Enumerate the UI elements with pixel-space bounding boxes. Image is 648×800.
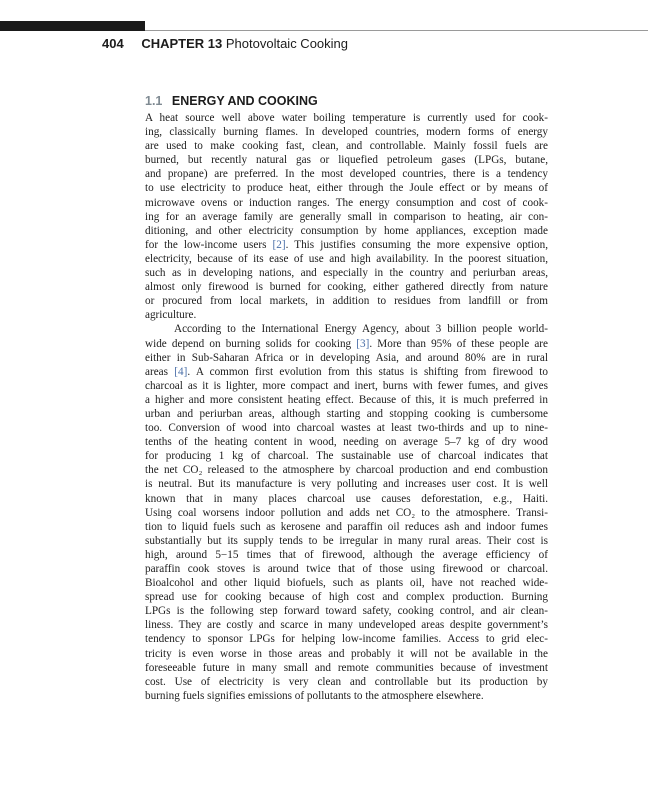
text-line: or procured from local markets, in addition to residues from landfill or from xyxy=(145,295,548,308)
chapter-label: CHAPTER 13 xyxy=(141,36,223,51)
text-line: ing, classically burning flames. In developed countries, modern forms of energy xyxy=(145,126,548,139)
section-title: ENERGY AND COOKING xyxy=(171,94,318,108)
text-line: either in Sub-Saharan Africa or in developing Asia, and around 80% are in rural xyxy=(145,351,548,364)
text-line: the net CO₂ released to the atmosphere by charcoal production and end combustion xyxy=(145,464,548,477)
text-line: are used to make cooking fast, clean, and controllable. Mainly fossil fuels are xyxy=(145,140,548,153)
citation-link[interactable]: [3] xyxy=(356,337,370,350)
text-line: burned, but recently natural gas or liquefied petroleum gases (LPGs, butane, xyxy=(145,154,548,167)
text-line: tion to liquid fuels such as kerosene and paraffin oil reduces ash and indoor fumes xyxy=(145,520,548,533)
text-line: Bioalcohol and other liquid biofuels, such as plants oil, have not reached wide- xyxy=(145,577,548,590)
text-line: wide depend on burning solids for cooking [3]. More than 95% of these people are xyxy=(145,337,548,350)
text-line: ing for an average family are generally small in comparison to heating, air con- xyxy=(145,210,548,223)
text-line: According to the International Energy Agency, about 3 billion people world- xyxy=(174,323,548,336)
text-line: for the low-income users [2]. This justifies consuming the more expensive option, xyxy=(145,238,548,251)
text-line: liness. They are costly and scarce in many undeveloped areas despite government’s xyxy=(145,619,548,632)
text-line: almost only firewood is burned for cooking, either gathered directly from nature xyxy=(145,281,548,294)
text-line: high, around 5−15 times that of firewood, although the average efficiency of xyxy=(145,548,548,561)
citation-link[interactable]: [4] xyxy=(174,365,188,378)
text-line: spread use for cooking because of high cost and complex production. Burning xyxy=(145,591,548,604)
text-line: LPGs is the following step forward toward safety, cooking control, and air clean- xyxy=(145,605,548,618)
text-line: paraffin cook stoves is around twice that of those using firewood or charcoal. xyxy=(145,563,548,575)
text-line: microwave ovens or induction ranges. The energy consumption and cost of cook- xyxy=(145,196,548,209)
chapter-title: Photovoltaic Cooking xyxy=(225,36,349,51)
text-line: urban and periurban areas, although starting and stopping cooking is cumbersome xyxy=(145,407,548,420)
text-line: and propane) are preferred. In the most developed countries, there is a tendency xyxy=(145,168,548,181)
section-number: 1.1 xyxy=(145,94,163,108)
text-line: agriculture. xyxy=(145,309,197,322)
text-line: cost. Use of electricity is very clean and controllable but its production by xyxy=(145,675,548,688)
text-line: known that in many places charcoal use causes deforestation, e.g., Haiti. xyxy=(145,492,548,505)
text-line: such as in developing nations, and especially in the country and periurban areas, xyxy=(145,267,548,280)
text-line: Using coal worsens indoor pollution and adds net CO₂ to the atmosphere. Transi- xyxy=(145,506,548,519)
page-number: 404 xyxy=(102,36,124,51)
text-line: burning fuels signifies emissions of pollutants to the atmosphere elsewhere. xyxy=(145,689,484,702)
body-text xyxy=(145,111,548,703)
running-header xyxy=(102,36,348,52)
text-line: foreseeable future in many small and remote communities because of investment xyxy=(145,661,548,674)
text-line: a higher and more consistent heating effect. Because of this, it is much preferred in xyxy=(145,393,548,406)
text-line: for producing 1 kg of charcoal. The sustainable use of charcoal indicates that xyxy=(145,450,548,463)
text-line: to use electricity to produce heat, either through the Joule effect or by means of xyxy=(145,182,548,195)
header-rule xyxy=(145,30,648,31)
text-line: tenths of the heating content in wood, needing on average 5–7 kg of dry wood xyxy=(145,436,548,449)
text-line: electricity, because of its ease of use and high availability. In the poorest situation, xyxy=(145,252,548,265)
text-line: too. Conversion of wood into charcoal wastes at least two-thirds and up to nine- xyxy=(145,422,548,435)
paragraph xyxy=(145,322,548,703)
text-line: tendency to sponsor LPGs for helping low-income families. Access to grid elec- xyxy=(145,633,548,646)
text-line: areas [4]. A common first evolution from this status is shifting from firewood to xyxy=(145,365,548,378)
text-line: A heat source well above water boiling temperature is currently used for cook- xyxy=(145,112,548,124)
section-heading xyxy=(145,94,318,109)
text-line: substantially but its supply tends to be irregular in many rural areas. Their cost is xyxy=(145,534,548,547)
paragraph xyxy=(145,111,548,322)
text-line: ditioning, and other electricity consumption by home appliances, exception made xyxy=(145,224,548,237)
citation-link[interactable]: [2] xyxy=(272,238,286,251)
text-line: tricity is even worse in those areas and probably it will not be available in the xyxy=(145,647,548,660)
text-line: is neutral. But its manufacture is very polluting and increases user cost. It is well xyxy=(145,478,548,491)
text-line: charcoal as it is lighter, more compact and inert, burns with fewer fumes, and gives xyxy=(145,379,548,392)
header-bar xyxy=(0,21,145,31)
